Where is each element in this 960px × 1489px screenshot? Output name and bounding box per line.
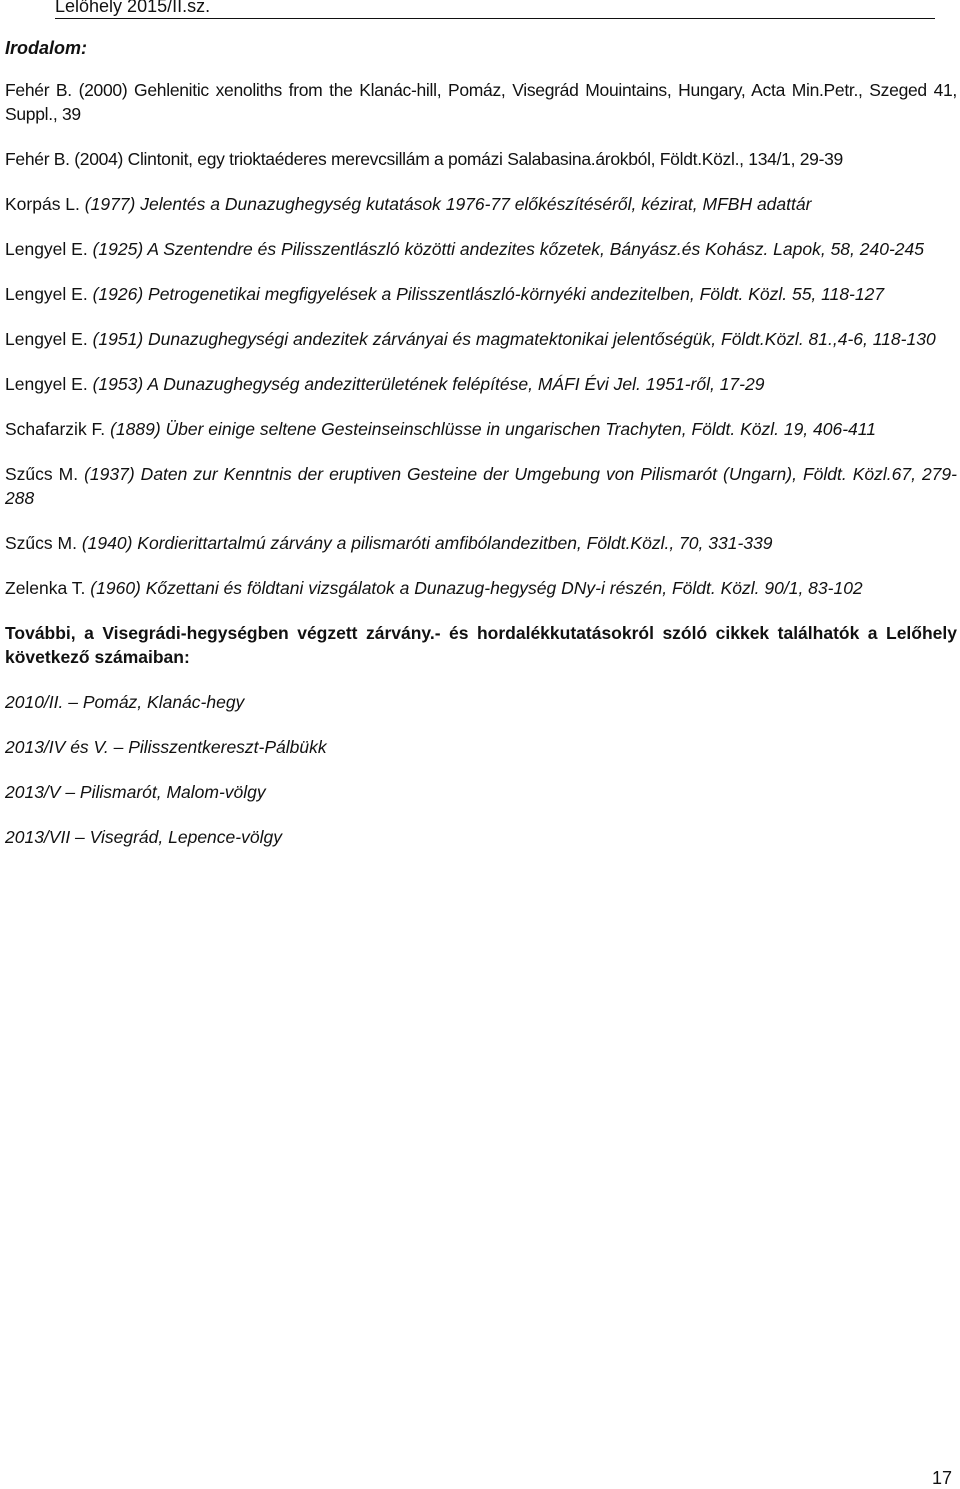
- issue-item: 2010/II. – Pomáz, Klanác-hegy: [5, 692, 245, 712]
- reference-author: Fehér B.: [5, 149, 70, 169]
- reference-text: (1937) Daten zur Kenntnis der eruptiven Gesteine der Umgebung von Pilismarót (Ungarn), Földt. Közl.67, 279-288: [5, 464, 957, 508]
- reference-text: (1889) Über einige seltene Gesteinseinschlüsse in ungarischen Trachyten, Földt. Közl. 19, 406-411: [110, 419, 876, 439]
- reference-text: (2000) Gehlenitic xenoliths from the Klanác-hill, Pomáz, Visegrád Mouintains, Hungary, Acta Min.Petr., Szeged 41, Suppl., 39: [5, 80, 957, 124]
- reference-author: Szűcs M.: [5, 533, 77, 553]
- reference-author: Szűcs M.: [5, 464, 79, 484]
- page-header: [55, 0, 935, 19]
- reference-author: Lengyel E.: [5, 374, 88, 394]
- reference-item: [5, 327, 957, 351]
- reference-text: (1951) Dunazughegységi andezitek zárványai és magmatektonikai jelentőségük, Földt.Közl. 81.,4-6, 118-130: [92, 329, 936, 349]
- issue-item: 2013/V – Pilismarót, Malom-völgy: [5, 782, 266, 802]
- reference-item: [5, 147, 957, 171]
- reference-author: Lengyel E.: [5, 284, 88, 304]
- header-title: Lelőhely 2015/II.sz.: [55, 0, 211, 16]
- page-number: 17: [931, 1468, 952, 1488]
- reference-item: [5, 282, 957, 306]
- reference-text: (1953) A Dunazughegység andezitterületének felépítése, MÁFI Évi Jel. 1951-ről, 17-29: [92, 374, 765, 394]
- reference-author: Schafarzik F.: [5, 419, 106, 439]
- reference-text: (2004) Clintonit, egy trioktaéderes merevcsillám a pomázi Salabasina.árokból, Földt.Közl., 134/1, 29-39: [74, 149, 843, 169]
- reference-author: Lengyel E.: [5, 239, 88, 259]
- reference-item: [5, 237, 957, 261]
- issue-item: 2013/IV és V. – Pilisszentkereszt-Pálbükk: [5, 737, 327, 757]
- reference-item: [5, 372, 957, 396]
- reference-item: [5, 576, 957, 600]
- reference-text: (1926) Petrogenetikai megfigyelések a Pilisszentlászló-környéki andezitelben, Földt. Közl. 55, 118-127: [92, 284, 885, 304]
- reference-text: (1960) Kőzettani és földtani vizsgálatok a Dunazug-hegység DNy-i részén, Földt. Közl. 90/1, 83-102: [90, 578, 863, 598]
- reference-text: (1977) Jelentés a Dunazughegység kutatások 1976-77 előkészítéséről, kézirat, MFBH adattár: [84, 194, 812, 214]
- reference-text: (1925) A Szentendre és Pilisszentlászló közötti andezites kőzetek, Bányász.és Kohász. Lapok, 58, 240-245: [92, 239, 924, 259]
- related-articles-note: További, a Visegrádi-hegységben végzett zárvány.- és hordalékkutatásokról szóló cikkek találhatók a Lelőhely következő számaiban:: [5, 623, 957, 667]
- references-list: [5, 78, 957, 870]
- reference-author: Korpás L.: [5, 194, 80, 214]
- reference-item: [5, 417, 957, 441]
- reference-author: Fehér B.: [5, 80, 72, 100]
- reference-author: Zelenka T.: [5, 578, 86, 598]
- reference-item: [5, 192, 957, 216]
- reference-item: [5, 78, 957, 126]
- section-title: Irodalom:: [5, 38, 88, 58]
- reference-item: [5, 531, 957, 555]
- reference-author: Lengyel E.: [5, 329, 88, 349]
- reference-item: [5, 462, 957, 510]
- issue-item: 2013/VII – Visegrád, Lepence-völgy: [5, 827, 282, 847]
- reference-text: (1940) Kordierittartalmú zárvány a pilismaróti amfibólandezitben, Földt.Közl., 70, 331-339: [81, 533, 773, 553]
